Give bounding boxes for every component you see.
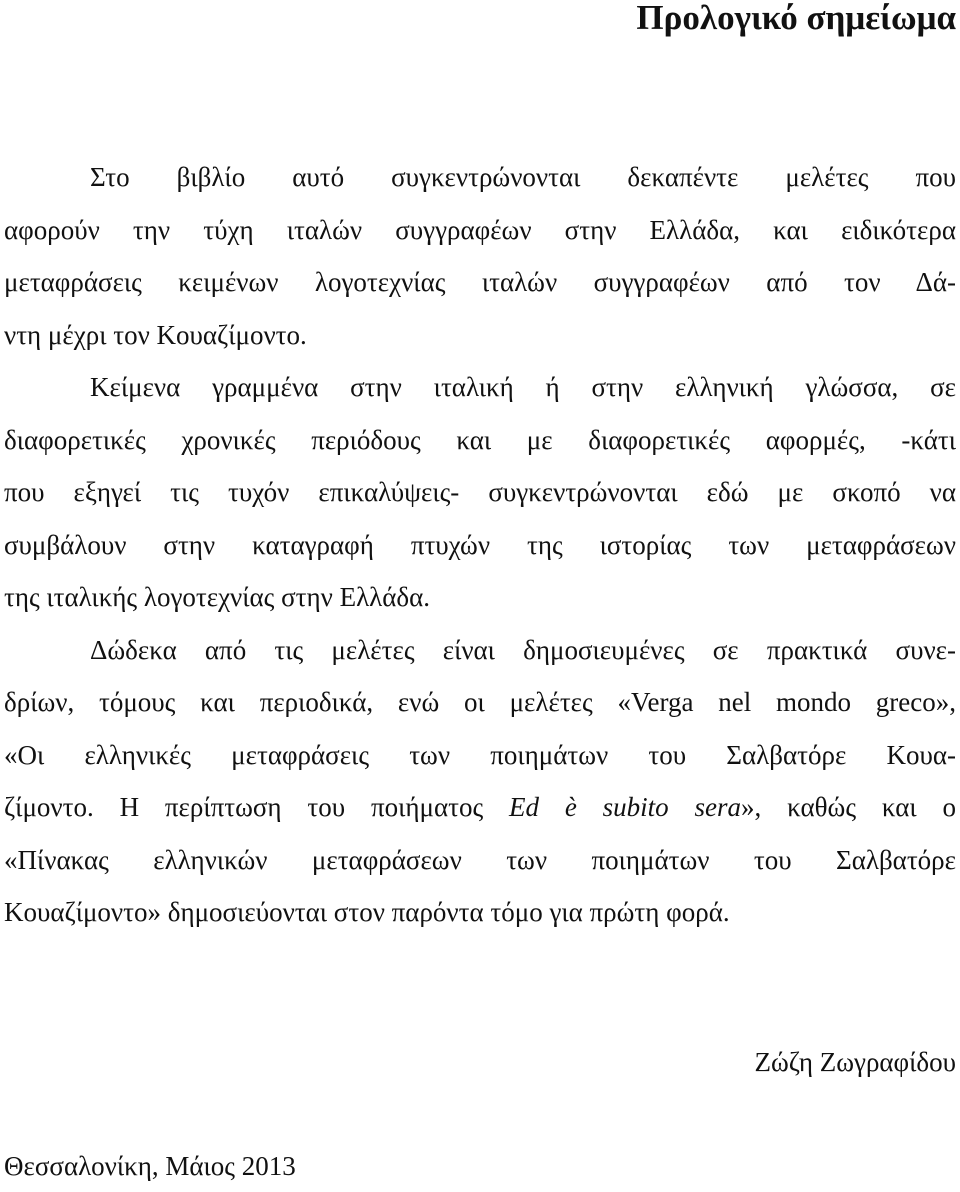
text-line: Στο βιβλίο αυτό συγκεντρώνονται δεκαπέντε μελέτες που [90,162,956,192]
text-segment: ζίμοντο. Η περίπτωση του ποιήματος [4,792,509,822]
body-text [4,151,956,939]
place-and-date: Θεσσαλονίκη, Μάιος 2013 [4,1151,296,1181]
text-line: Κείμενα γραμμένα στην ιταλική ή στην ελληνική γλώσσα, σε [90,372,956,402]
paragraph-publications [4,624,956,939]
author-signature: Ζώζη Ζωγραφίδου [754,1047,956,1077]
text-line: μεταφράσεις κειμένων λογοτεχνίας ιταλών συγγραφέων από τον Δά- [4,267,956,297]
text-line: «Οι ελληνικές μεταφράσεις των ποιημάτων του Σαλβατόρε Κουα- [4,739,956,770]
text-line: Κουαζίμοντο» δημοσιεύονται στον παρόντα τόμο για πρώτη φορά. [4,897,730,927]
text-segment: », καθώς και ο [741,792,956,822]
paragraph-intro [4,151,956,361]
poem-title-italic: Ed è subito sera [508,792,742,822]
text-line: Δώδεκα από τις μελέτες είναι δημοσιευμένες σε πρακτικά συνε- [90,634,956,665]
text-line: «Πίνακας ελληνικών μεταφράσεων των ποιημάτων του Σαλβατόρε [4,844,956,875]
text-line: της ιταλικής λογοτεχνίας στην Ελλάδα. [4,582,431,612]
text-line: που εξηγεί τις τυχόν επικαλύψεις- συγκεντρώνονται εδώ με σκοπό να [4,477,956,507]
page-title: Προλογικό σημείωμα [636,0,956,37]
paragraph-texts [4,361,956,624]
text-line: ντη μέχρι τον Κουαζίμοντο. [4,319,307,350]
text-line [4,781,956,834]
text-line: αφορούν την τύχη ιταλών συγγραφέων στην Ελλάδα, και ειδικότερα [4,214,956,245]
text-line: δρίων, τόμους και περιοδικά, ενώ οι μελέτες «Verga nel mondo greco», [4,687,956,717]
text-line: συμβάλουν στην καταγραφή πτυχών της ιστορίας των μεταφράσεων [4,529,956,560]
text-line: διαφορετικές χρονικές περιόδους και με διαφορετικές αφορμές, -κάτι [4,424,956,455]
